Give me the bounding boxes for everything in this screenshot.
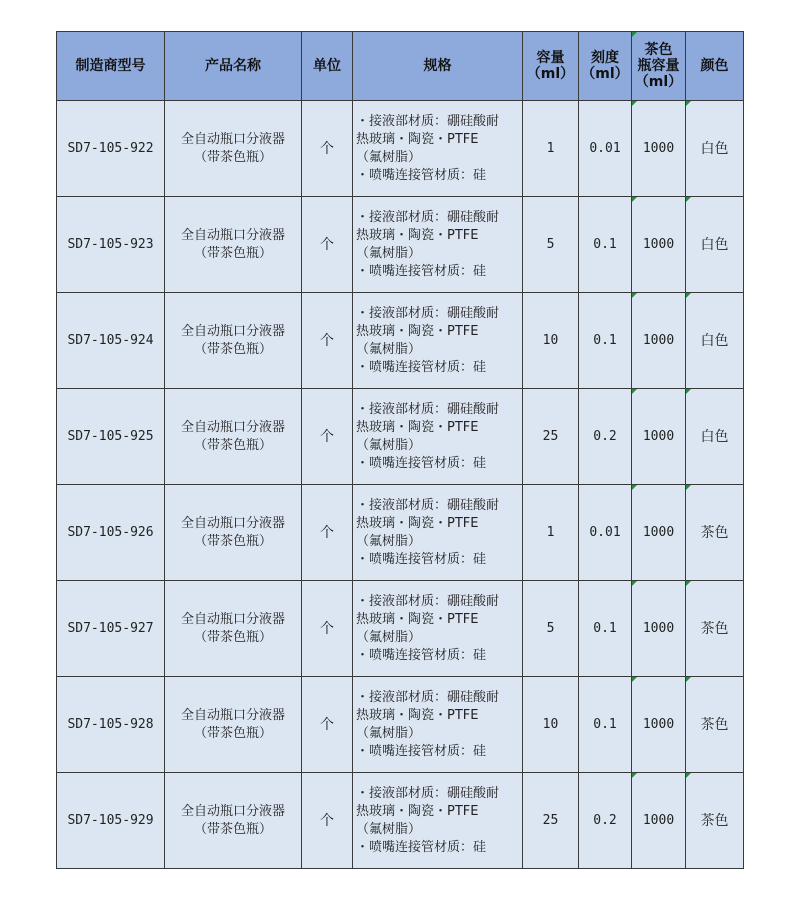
cell-spec	[353, 197, 523, 293]
cell-model	[57, 293, 165, 389]
spec-line-4: ・喷嘴连接管材质：硅	[356, 551, 487, 567]
cell-unit	[302, 773, 353, 869]
cell-bottle-capacity	[632, 197, 686, 293]
cell-capacity	[523, 197, 579, 293]
comment-marker	[632, 485, 637, 490]
cell-capacity	[523, 293, 579, 389]
product-name: 全自动瓶口分液器	[180, 131, 285, 147]
scale-value: 0.1	[593, 716, 617, 732]
cell-color	[686, 197, 744, 293]
spec-line-3: （氟树脂）	[356, 149, 422, 165]
comment-marker	[686, 485, 691, 490]
spec-line-3: （氟树脂）	[356, 533, 422, 549]
cell-unit	[302, 485, 353, 581]
bottle-capacity-value: 1000	[642, 236, 675, 252]
cell-scale	[579, 677, 632, 773]
comment-marker	[686, 389, 691, 394]
spec-line-1: ・接液部材质：硼硅酸耐	[356, 113, 500, 129]
bottle-capacity-value: 1000	[642, 812, 675, 828]
cell-product-name	[165, 581, 302, 677]
product-name-note: （带茶色瓶）	[193, 149, 272, 165]
comment-marker	[686, 677, 691, 682]
cell-color	[686, 485, 744, 581]
spec-line-4: ・喷嘴连接管材质：硅	[356, 647, 487, 663]
table-row	[57, 581, 744, 677]
header-scale-label: 刻度	[591, 50, 619, 66]
spec-line-4: ・喷嘴连接管材质：硅	[356, 359, 487, 375]
scale-value: 0.1	[593, 332, 617, 348]
header-capacity-label: 容量	[536, 50, 565, 66]
product-spec-table	[56, 31, 744, 869]
cell-product-name	[165, 101, 302, 197]
table-row	[57, 101, 744, 197]
spec-line-4: ・喷嘴连接管材质：硅	[356, 455, 487, 471]
cell-bottle-capacity	[632, 485, 686, 581]
comment-marker	[632, 581, 637, 586]
cell-bottle-capacity	[632, 677, 686, 773]
header-bottle-label-2: 瓶容量	[637, 58, 680, 74]
cell-capacity	[523, 581, 579, 677]
bottle-capacity-value: 1000	[642, 524, 675, 540]
spec-line-1: ・接液部材质：硼硅酸耐	[356, 689, 500, 705]
cell-model	[57, 389, 165, 485]
color-value: 白色	[700, 140, 729, 157]
cell-capacity	[523, 773, 579, 869]
color-value: 白色	[700, 428, 729, 445]
cell-spec	[353, 581, 523, 677]
cell-product-name	[165, 485, 302, 581]
table-row	[57, 485, 744, 581]
cell-scale	[579, 101, 632, 197]
spec-line-1: ・接液部材质：硼硅酸耐	[356, 209, 500, 225]
table-body	[57, 101, 744, 869]
header-unit-label: 单位	[313, 58, 341, 74]
product-name-note: （带茶色瓶）	[193, 725, 272, 741]
product-name: 全自动瓶口分液器	[180, 611, 285, 627]
header-spec	[353, 32, 523, 101]
header-color	[686, 32, 744, 101]
cell-capacity	[523, 485, 579, 581]
cell-model	[57, 677, 165, 773]
scale-value: 0.01	[589, 524, 621, 540]
model-number: SD7-105-923	[67, 236, 154, 252]
model-number: SD7-105-924	[67, 332, 154, 348]
cell-spec	[353, 293, 523, 389]
header-color-label: 颜色	[700, 58, 729, 74]
cell-spec	[353, 485, 523, 581]
bottle-capacity-value: 1000	[642, 620, 675, 636]
model-number: SD7-105-922	[67, 140, 154, 156]
color-value: 白色	[700, 236, 729, 253]
product-name: 全自动瓶口分液器	[180, 419, 285, 435]
product-name-note: （带茶色瓶）	[193, 437, 272, 453]
scale-value: 0.01	[589, 140, 621, 156]
comment-marker	[686, 293, 691, 298]
header-name	[165, 32, 302, 101]
cell-model	[57, 773, 165, 869]
spec-line-2: 热玻璃・陶瓷・PTFE	[356, 227, 479, 243]
cell-scale	[579, 197, 632, 293]
color-value: 茶色	[700, 620, 729, 637]
cell-product-name	[165, 197, 302, 293]
product-name-note: （带茶色瓶）	[193, 821, 272, 837]
unit-value: 个	[320, 620, 334, 637]
cell-spec	[353, 773, 523, 869]
header-model	[57, 32, 165, 101]
table-row	[57, 773, 744, 869]
cell-color	[686, 293, 744, 389]
spec-line-3: （氟树脂）	[356, 725, 422, 741]
capacity-value: 5	[546, 236, 555, 252]
spec-line-2: 热玻璃・陶瓷・PTFE	[356, 323, 479, 339]
cell-model	[57, 197, 165, 293]
header-row	[57, 32, 744, 101]
table-row	[57, 197, 744, 293]
spec-line-1: ・接液部材质：硼硅酸耐	[356, 497, 500, 513]
cell-scale	[579, 389, 632, 485]
spec-line-4: ・喷嘴连接管材质：硅	[356, 263, 487, 279]
spec-line-4: ・喷嘴连接管材质：硅	[356, 839, 487, 855]
capacity-value: 1	[546, 524, 555, 540]
comment-marker	[632, 389, 637, 394]
unit-value: 个	[320, 812, 334, 829]
header-bottle-unit: （ml）	[634, 74, 683, 90]
model-number: SD7-105-928	[67, 716, 154, 732]
product-name-note: （带茶色瓶）	[193, 245, 272, 261]
spec-line-1: ・接液部材质：硼硅酸耐	[356, 305, 500, 321]
spec-line-2: 热玻璃・陶瓷・PTFE	[356, 131, 479, 147]
cell-bottle-capacity	[632, 581, 686, 677]
cell-model	[57, 581, 165, 677]
header-scale	[579, 32, 632, 101]
unit-value: 个	[320, 428, 334, 445]
spec-line-1: ・接液部材质：硼硅酸耐	[356, 593, 500, 609]
cell-color	[686, 581, 744, 677]
spec-line-3: （氟树脂）	[356, 629, 422, 645]
header-scale-unit: （ml）	[581, 66, 629, 82]
cell-spec	[353, 677, 523, 773]
model-number: SD7-105-925	[67, 428, 154, 444]
cell-bottle-capacity	[632, 389, 686, 485]
scale-value: 0.2	[593, 428, 617, 444]
spec-line-1: ・接液部材质：硼硅酸耐	[356, 401, 500, 417]
spec-line-2: 热玻璃・陶瓷・PTFE	[356, 515, 479, 531]
cell-unit	[302, 389, 353, 485]
cell-unit	[302, 197, 353, 293]
table-row	[57, 677, 744, 773]
product-name: 全自动瓶口分液器	[180, 323, 285, 339]
header-spec-label: 规格	[423, 58, 452, 74]
cell-spec	[353, 101, 523, 197]
model-number: SD7-105-927	[67, 620, 154, 636]
cell-spec	[353, 389, 523, 485]
spec-line-3: （氟树脂）	[356, 341, 422, 357]
header-bottle-label-1: 茶色	[644, 42, 673, 58]
cell-color	[686, 677, 744, 773]
comment-marker	[686, 773, 691, 778]
bottle-capacity-value: 1000	[642, 428, 675, 444]
capacity-value: 10	[542, 332, 559, 348]
capacity-value: 1	[546, 140, 555, 156]
product-name: 全自动瓶口分液器	[180, 227, 285, 243]
spec-line-4: ・喷嘴连接管材质：硅	[356, 167, 487, 183]
model-number: SD7-105-929	[67, 812, 154, 828]
cell-bottle-capacity	[632, 101, 686, 197]
cell-capacity	[523, 389, 579, 485]
capacity-value: 5	[546, 620, 555, 636]
cell-product-name	[165, 773, 302, 869]
cell-model	[57, 101, 165, 197]
unit-value: 个	[320, 236, 334, 253]
cell-bottle-capacity	[632, 773, 686, 869]
cell-color	[686, 101, 744, 197]
comment-marker	[632, 197, 637, 202]
spec-line-2: 热玻璃・陶瓷・PTFE	[356, 611, 479, 627]
cell-color	[686, 773, 744, 869]
header-capacity-unit: （ml）	[526, 66, 575, 82]
header-model-label: 制造商型号	[75, 58, 146, 74]
cell-unit	[302, 677, 353, 773]
bottle-capacity-value: 1000	[642, 716, 675, 732]
cell-bottle-capacity	[632, 293, 686, 389]
cell-scale	[579, 773, 632, 869]
product-name: 全自动瓶口分液器	[180, 803, 285, 819]
header-unit	[302, 32, 353, 101]
product-name-note: （带茶色瓶）	[193, 533, 272, 549]
cell-scale	[579, 485, 632, 581]
comment-marker	[632, 101, 637, 106]
cell-scale	[579, 293, 632, 389]
spec-line-2: 热玻璃・陶瓷・PTFE	[356, 803, 479, 819]
capacity-value: 25	[542, 428, 559, 444]
product-name: 全自动瓶口分液器	[180, 707, 285, 723]
cell-capacity	[523, 677, 579, 773]
model-number: SD7-105-926	[67, 524, 154, 540]
header-bottle-capacity	[632, 32, 686, 101]
cell-product-name	[165, 677, 302, 773]
comment-marker	[632, 293, 637, 298]
scale-value: 0.1	[593, 236, 617, 252]
cell-unit	[302, 581, 353, 677]
bottle-capacity-value: 1000	[642, 140, 675, 156]
cell-product-name	[165, 293, 302, 389]
comment-marker	[632, 677, 637, 682]
capacity-value: 10	[542, 716, 559, 732]
cell-model	[57, 485, 165, 581]
header-capacity	[523, 32, 579, 101]
unit-value: 个	[320, 524, 334, 541]
comment-marker	[686, 581, 691, 586]
spec-line-3: （氟树脂）	[356, 437, 422, 453]
color-value: 茶色	[700, 812, 729, 829]
color-value: 白色	[700, 332, 729, 349]
comment-marker	[686, 101, 691, 106]
spec-line-2: 热玻璃・陶瓷・PTFE	[356, 419, 479, 435]
table-row	[57, 293, 744, 389]
spec-line-4: ・喷嘴连接管材质：硅	[356, 743, 487, 759]
cell-unit	[302, 101, 353, 197]
capacity-value: 25	[542, 812, 559, 828]
product-name: 全自动瓶口分液器	[180, 515, 285, 531]
spec-line-1: ・接液部材质：硼硅酸耐	[356, 785, 500, 801]
scale-value: 0.2	[593, 812, 617, 828]
spec-line-2: 热玻璃・陶瓷・PTFE	[356, 707, 479, 723]
product-name-note: （带茶色瓶）	[193, 629, 272, 645]
header-name-label: 产品名称	[205, 58, 261, 74]
cell-product-name	[165, 389, 302, 485]
cell-capacity	[523, 101, 579, 197]
comment-marker	[632, 32, 637, 37]
product-name-note: （带茶色瓶）	[193, 341, 272, 357]
cell-scale	[579, 581, 632, 677]
bottle-capacity-value: 1000	[642, 332, 675, 348]
color-value: 茶色	[700, 716, 729, 733]
comment-marker	[632, 773, 637, 778]
scale-value: 0.1	[593, 620, 617, 636]
cell-color	[686, 389, 744, 485]
unit-value: 个	[320, 140, 334, 157]
spec-line-3: （氟树脂）	[356, 821, 422, 837]
spec-line-3: （氟树脂）	[356, 245, 422, 261]
unit-value: 个	[320, 716, 334, 733]
comment-marker	[686, 197, 691, 202]
cell-unit	[302, 293, 353, 389]
color-value: 茶色	[700, 524, 729, 541]
table-row	[57, 389, 744, 485]
unit-value: 个	[320, 332, 334, 349]
